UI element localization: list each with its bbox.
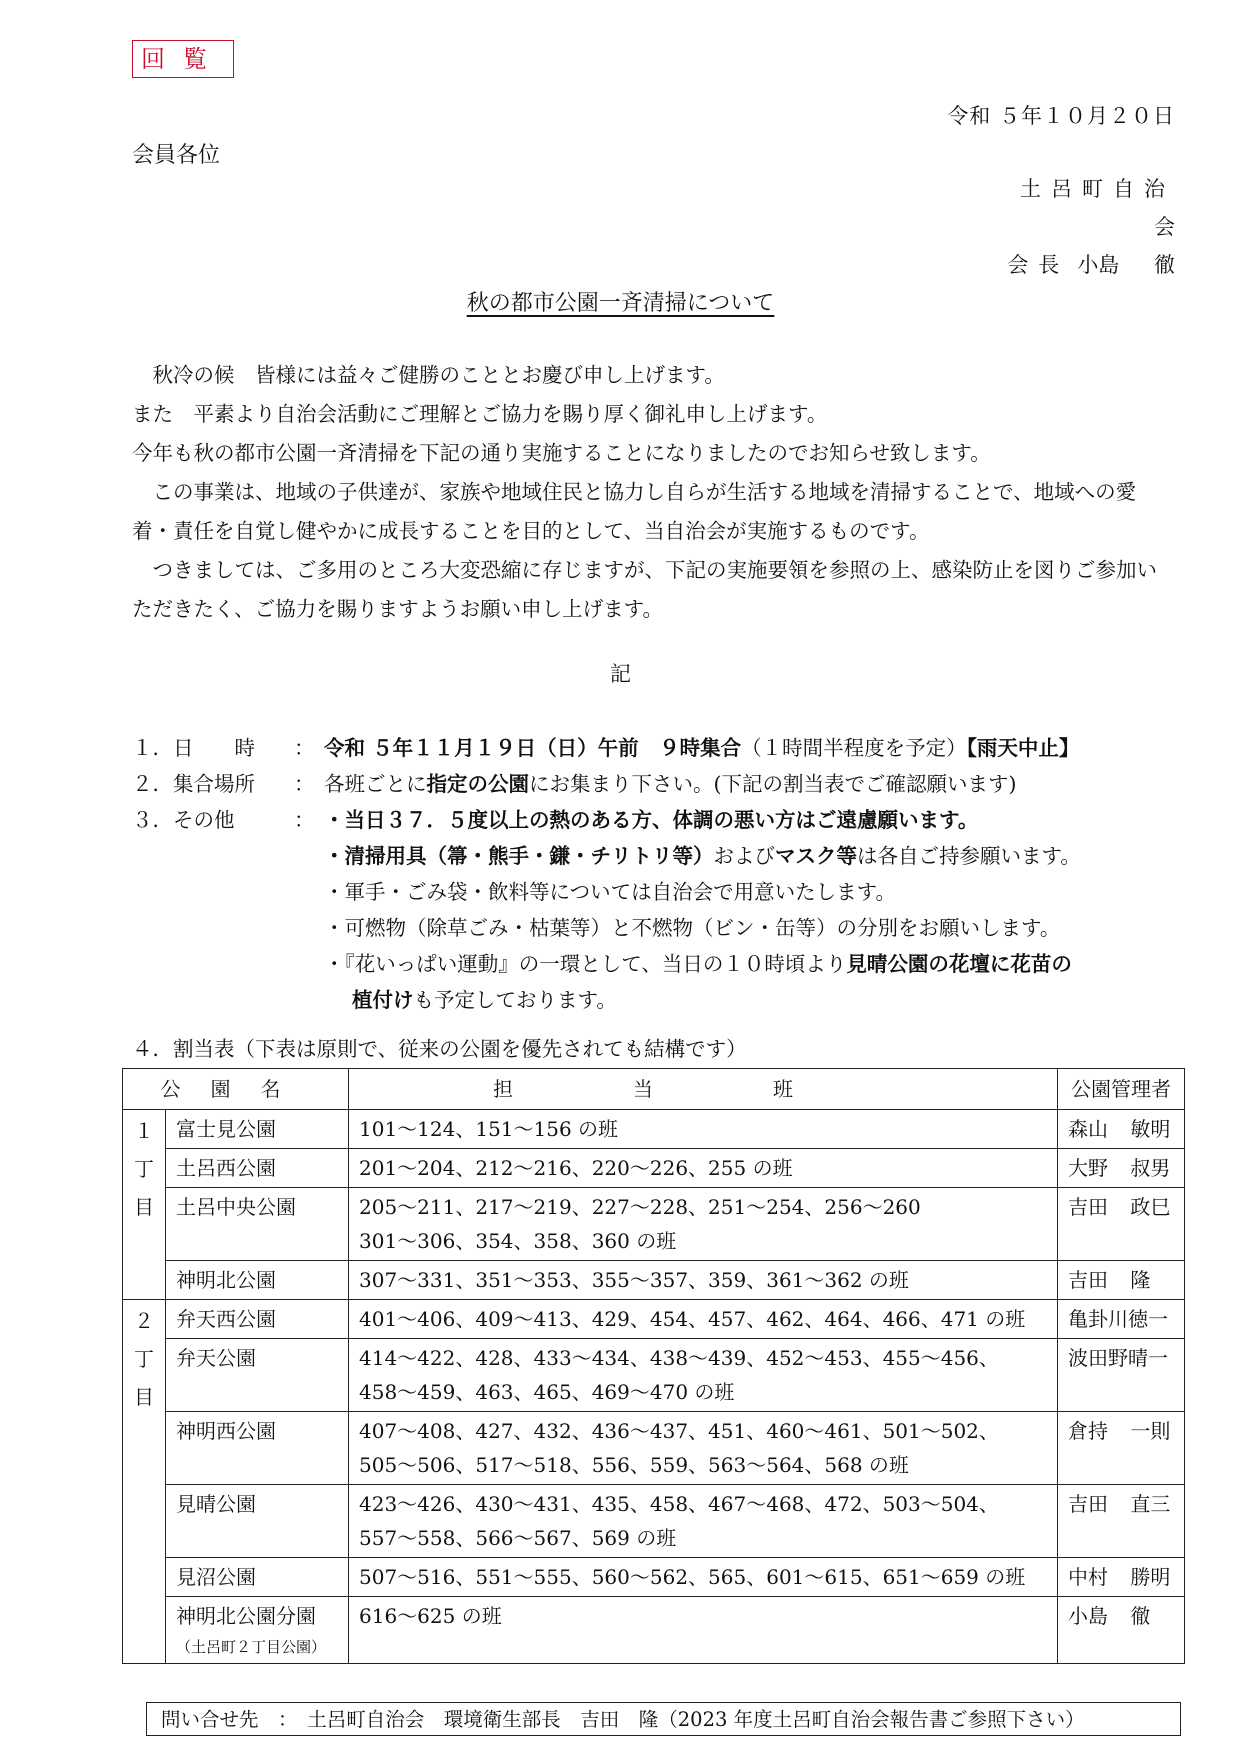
body-paragraph: また 平素より自治会活動にご理解とご協力を賜り厚く御礼申し上げます。 (132, 402, 828, 426)
header-park: 公園名 (160, 1077, 311, 1101)
groups: 507～516、551～555、560～562、565、601～615、651～659 の班 (349, 1558, 1058, 1597)
sender-org: 土呂町自治会 (1020, 177, 1185, 239)
manager: 大野 叔男 (1068, 1156, 1171, 1180)
park-name: 神明西公園 (166, 1412, 349, 1485)
document-title: 秋の都市公園一斉清掃について (466, 291, 775, 316)
body-paragraph: つきましては、ご多用のところ大変恐縮に存じますが、下記の実施要領を参照の上、感染防止を図りご参加いただきたく、ご協力を賜りますようお願い申し上げます。 (132, 558, 1157, 621)
groups: 307～331、351～353、355～357、359、361～362 の班 (349, 1261, 1058, 1300)
body-paragraph: 今年も秋の都市公園一斉清掃を下記の通り実施することになりましたのでお知らせ致します。 (132, 441, 991, 465)
body-text (132, 356, 1177, 629)
note-flowers-cont: 植付けも予定しております。 (352, 988, 617, 1012)
circulation-stamp: 回覧 (132, 40, 234, 78)
table-row (123, 1558, 1185, 1597)
groups: 414～422、428、433～434、438～439、452～453、455～456、 458～459、463、465、469～470 の班 (349, 1339, 1058, 1412)
item-other (132, 802, 1192, 1018)
park-subname: （土呂町２丁目公園） (176, 1638, 327, 1656)
manager: 吉田 直三 (1068, 1492, 1171, 1516)
item-date (132, 730, 1192, 766)
rain-note: 【雨天中止】 (966, 736, 1080, 760)
park-name: 神明北公園 (166, 1261, 349, 1300)
note-sorting: ・可燃物（除草ごみ・枯葉等）と不燃物（ビン・缶等）の分別をお願いします。 (324, 916, 1061, 940)
manager: 吉田 政巳 (1068, 1195, 1171, 1219)
item-label: ２．集合場所 (132, 772, 255, 796)
date-value: 令和 ５年１１月１９日（日）午前 ９時集合 (324, 736, 742, 760)
chome-2: ２ 丁 目 (123, 1300, 166, 1664)
table-row (123, 1485, 1185, 1558)
manager: 森山 敏明 (1068, 1117, 1171, 1141)
groups: 616～625 の班 (349, 1597, 1058, 1664)
body-paragraph: 秋冷の候 皆様には益々ご健勝のこととお慶び申し上げます。 (132, 363, 725, 387)
park-name: 弁天西公園 (166, 1300, 349, 1339)
colon: ： (294, 808, 315, 832)
allocation-title: ４．割当表（下表は原則で、従来の公園を優先されても結構です） (132, 1037, 747, 1061)
groups: 423～426、430～431、435、458、467～468、472、503～504、 557～558、566～567、569 の班 (349, 1485, 1058, 1558)
sender-block (999, 170, 1185, 284)
table-row (123, 1261, 1185, 1300)
contact-box: 問い合せ先 ： 土呂町自治会 環境衛生部長 吉田 隆（2023 年度土呂町自治会報告書ご参照下さい） (146, 1702, 1181, 1736)
ki-heading: 記 (610, 662, 631, 686)
note-fever: ・当日３７．５度以上の熱のある方、体調の悪い方はご遠慮願います。 (324, 808, 979, 832)
manager: 中村 勝明 (1068, 1565, 1171, 1589)
manager: 亀卦川徳一 (1068, 1307, 1168, 1331)
park-name: 見晴公園 (166, 1485, 349, 1558)
park-name: 土呂西公園 (166, 1149, 349, 1188)
item-label: ３．その他 (132, 808, 235, 832)
park-name: 富士見公園 (166, 1110, 349, 1149)
item-place: ２．集合場所 ： 各班ごとに指定の公園にお集まり下さい。(下記の割当表でご確認願います) (132, 766, 1192, 802)
table-row (123, 1597, 1185, 1664)
chome-1: １ 丁 目 (123, 1110, 166, 1300)
details-list (132, 730, 1192, 1018)
body-paragraph: この事業は、地域の子供達が、家族や地域住民と協力し自らが生活する地域を清掃することで、地域への愛着・責任を自覚し健やかに成長することを目的として、当自治会が実施するものです。 (132, 480, 1137, 543)
addressee: 会員各位 (132, 143, 221, 168)
manager: 波田野晴一 (1068, 1346, 1168, 1370)
manager: 吉田 隆 (1068, 1268, 1151, 1292)
groups: 101～124、151～156 の班 (349, 1110, 1058, 1149)
park-name: 土呂中央公園 (166, 1188, 349, 1261)
allocation-table (122, 1068, 1185, 1664)
manager: 小島 徹 (1068, 1604, 1151, 1628)
president-title: 会長 (1007, 253, 1070, 277)
note-flowers: ・『花いっぱい運動』の一環として、当日の１０時頃より見晴公園の花壇に花苗の (324, 952, 1072, 976)
table-row (123, 1110, 1185, 1149)
manager: 倉持 一則 (1068, 1419, 1171, 1443)
colon: ： (294, 736, 315, 760)
header-manager: 公園管理者 (1058, 1069, 1185, 1110)
table-row (123, 1412, 1185, 1485)
president-name: 小島 徹 (1077, 253, 1175, 277)
park-name: 弁天公園 (166, 1339, 349, 1412)
date-note: （１時間半程度を予定） (741, 736, 967, 760)
groups: 205～211、217～219、227～228、251～254、256～260 301～306、354、358、360 の班 (349, 1188, 1058, 1261)
table-row (123, 1300, 1185, 1339)
table-row (123, 1339, 1185, 1412)
table-header (123, 1069, 1185, 1110)
note-tools: ・清掃用具（箒・熊手・鎌・チリトリ等）およびマスク等は各自ご持参願います。 (324, 844, 1081, 868)
note-supplies: ・軍手・ごみ袋・飲料等については自治会で用意いたします。 (324, 880, 896, 904)
header-groups: 担当班 (493, 1077, 913, 1101)
colon: ： (294, 772, 315, 796)
issue-date: 令和 ５年１０月２０日 (947, 104, 1175, 128)
table-row (123, 1149, 1185, 1188)
groups: 401～406、409～413、429、454、457、462、464、466、471 の班 (349, 1300, 1058, 1339)
park-name: 見沼公園 (166, 1558, 349, 1597)
item-label: １．日 時 (132, 736, 255, 760)
groups: 407～408、427、432、436～437、451、460～461、501～502、 505～506、517～518、556、559、563～564、568 の班 (349, 1412, 1058, 1485)
table-row (123, 1188, 1185, 1261)
groups: 201～204、212～216、220～226、255 の班 (349, 1149, 1058, 1188)
park-name: 神明北公園分園 （土呂町２丁目公園） (166, 1597, 349, 1664)
